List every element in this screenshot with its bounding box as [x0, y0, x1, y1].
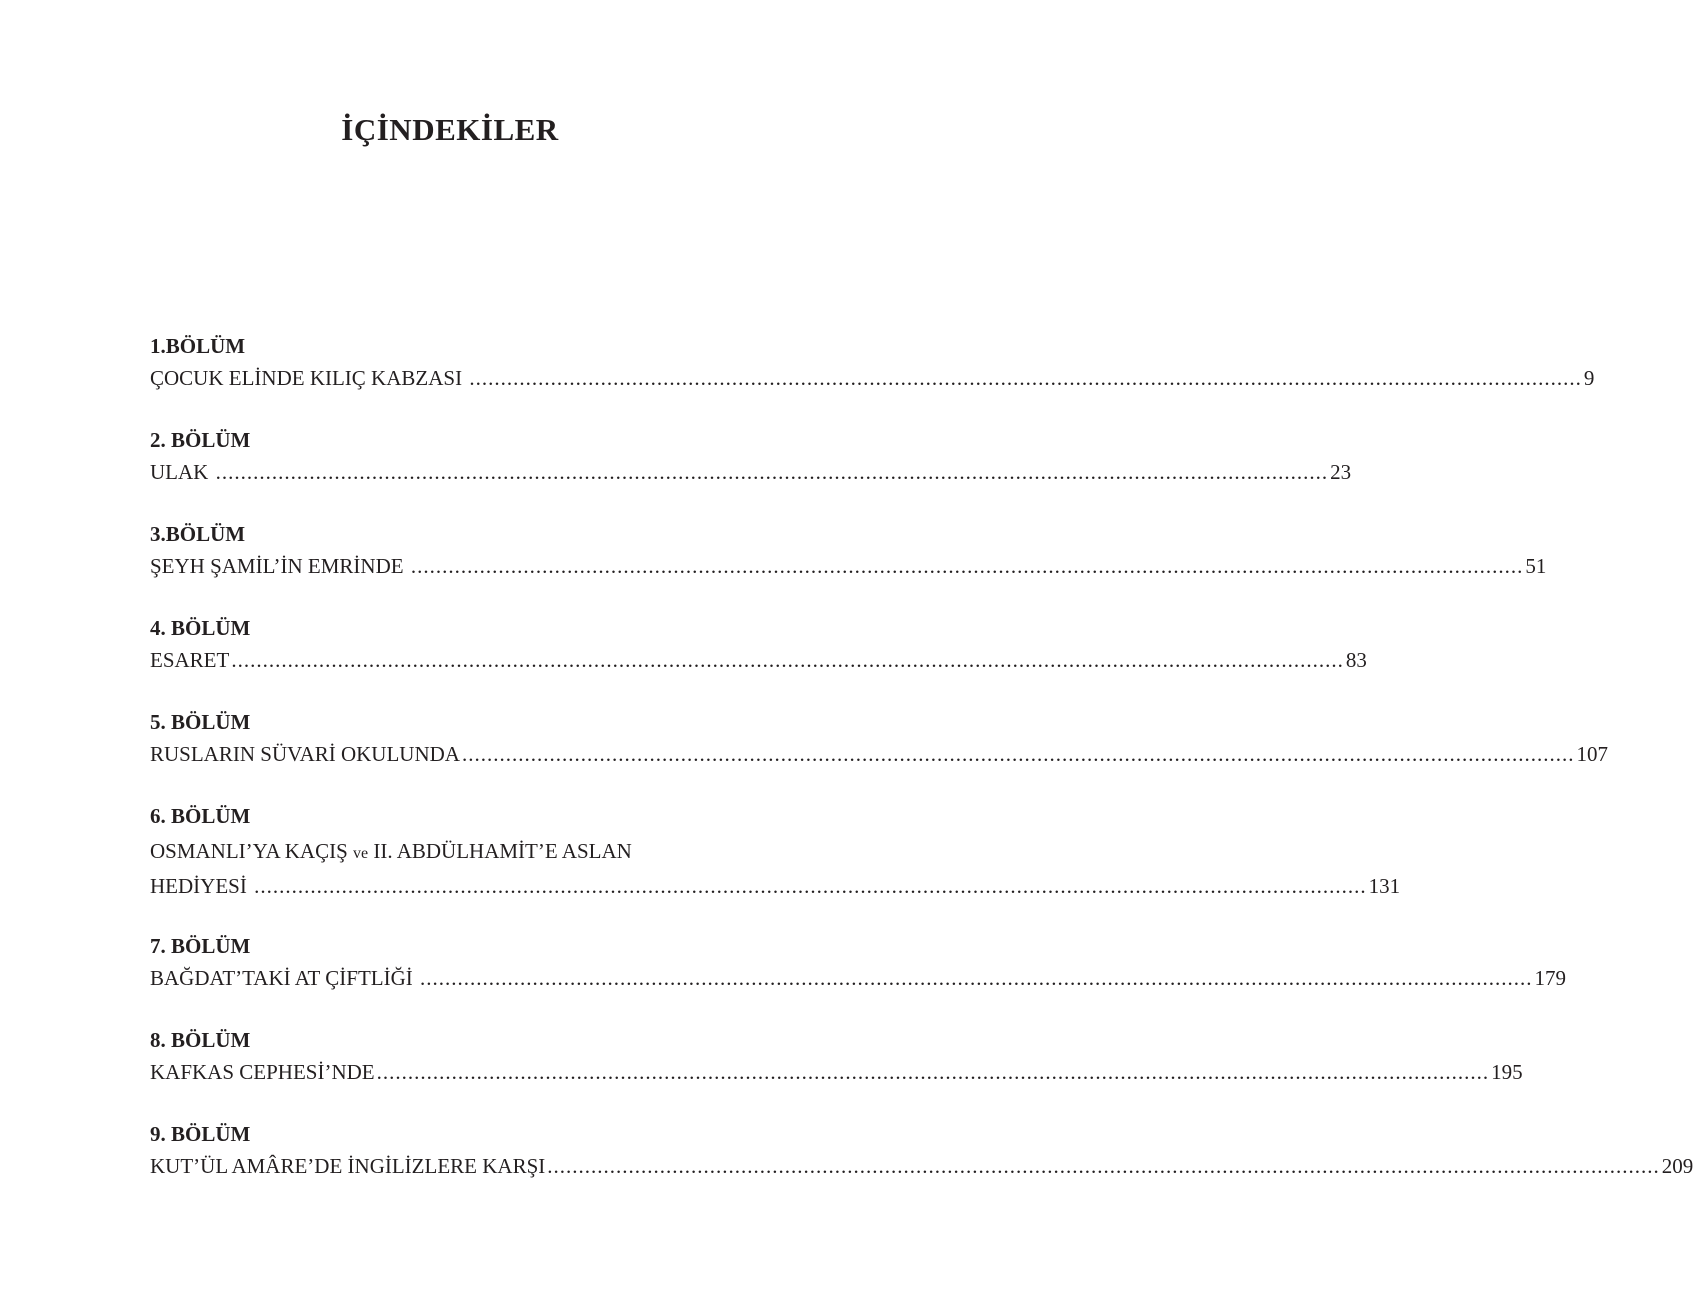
chapter-title: KAFKAS CEPHESİ’NDE — [150, 1060, 375, 1084]
chapter-title: BAĞDAT’TAKİ AT ÇİFTLİĞİ — [150, 966, 418, 990]
toc-entry-2 — [150, 424, 1352, 488]
dot-leader: .................................................................................................................................................................................. — [254, 874, 1367, 898]
toc-entry-line[interactable] — [150, 1056, 1523, 1088]
dot-leader: .................................................................................................................................................................................. — [461, 742, 1575, 766]
toc-entry-7 — [150, 930, 1566, 994]
toc-entry-line[interactable] — [150, 456, 1352, 488]
chapter-label: 4. BÖLÜM — [150, 616, 251, 640]
page-title: İÇİNDEKİLER — [341, 112, 559, 147]
page-number: 107 — [1576, 742, 1608, 766]
page-number: 131 — [1368, 874, 1401, 898]
dot-leader: .................................................................................................................................................................................. — [469, 366, 1582, 390]
chapter-label: 7. BÖLÜM — [150, 934, 251, 958]
page-number: 179 — [1534, 966, 1566, 990]
dot-leader: .................................................................................................................................................................................. — [410, 554, 1524, 578]
toc-entry-line[interactable] — [150, 835, 732, 867]
chapter-title: ŞEYH ŞAMİL’İN EMRİNDE — [150, 554, 409, 578]
chapter-title: ÇOCUK ELİNDE KILIÇ KABZASI — [150, 366, 468, 390]
toc-entry-line[interactable] — [150, 644, 1367, 676]
dot-leader: .................................................................................................................................................................................. — [231, 648, 1344, 672]
chapter-title-conjunction: ve — [353, 845, 369, 862]
chapter-title: KUT’ÜL AMÂRE’DE İNGİLİZLERE KARŞI — [150, 1154, 546, 1178]
toc-entry-line[interactable] — [150, 738, 1608, 770]
toc-entry-6 — [150, 800, 1401, 902]
toc-entry-line-continued[interactable] — [150, 870, 1401, 902]
chapter-title: RUSLARIN SÜVARİ OKULUNDA — [150, 742, 460, 766]
toc-entry-9 — [150, 1118, 1693, 1182]
page-number: 9 — [1583, 366, 1595, 390]
toc-entry-1 — [150, 330, 1595, 394]
page-number: 209 — [1661, 1154, 1693, 1178]
page-number: 83 — [1345, 648, 1367, 672]
toc-entry-3 — [150, 518, 1547, 582]
chapter-title — [150, 835, 632, 870]
chapter-label: 6. BÖLÜM — [150, 804, 251, 828]
toc-entry-line[interactable] — [150, 362, 1595, 394]
toc-entry-line[interactable] — [150, 962, 1566, 994]
toc-entry-8 — [150, 1024, 1523, 1088]
chapter-label: 3.BÖLÜM — [150, 522, 246, 546]
chapter-label: 9. BÖLÜM — [150, 1122, 251, 1146]
table-of-contents — [150, 0, 1693, 1300]
chapter-label: 1.BÖLÜM — [150, 334, 246, 358]
chapter-title-continued: HEDİYESİ — [150, 874, 253, 898]
toc-entry-line[interactable] — [150, 1150, 1693, 1182]
toc-entry-5 — [150, 706, 1608, 770]
chapter-title-part: II. ABDÜLHAMİT’E ASLAN — [368, 839, 632, 863]
chapter-label: 5. BÖLÜM — [150, 710, 251, 734]
dot-leader: .................................................................................................................................................................................. — [547, 1154, 1660, 1178]
dot-leader: .................................................................................................................................................................................. — [420, 966, 1533, 990]
chapter-label: 8. BÖLÜM — [150, 1028, 251, 1052]
chapter-label: 2. BÖLÜM — [150, 428, 251, 452]
chapter-title: ESARET — [150, 648, 230, 672]
chapter-title-part: OSMANLI’YA KAÇIŞ — [150, 839, 354, 863]
dot-leader: .................................................................................................................................................................................. — [215, 460, 1329, 484]
page-number: 23 — [1330, 460, 1352, 484]
chapter-title: ULAK — [150, 460, 214, 484]
page-number: 51 — [1525, 554, 1547, 578]
toc-entry-line[interactable] — [150, 550, 1547, 582]
dot-leader: .................................................................................................................................................................................. — [376, 1060, 1490, 1084]
page-number: 195 — [1491, 1060, 1523, 1084]
toc-entry-4 — [150, 612, 1367, 676]
